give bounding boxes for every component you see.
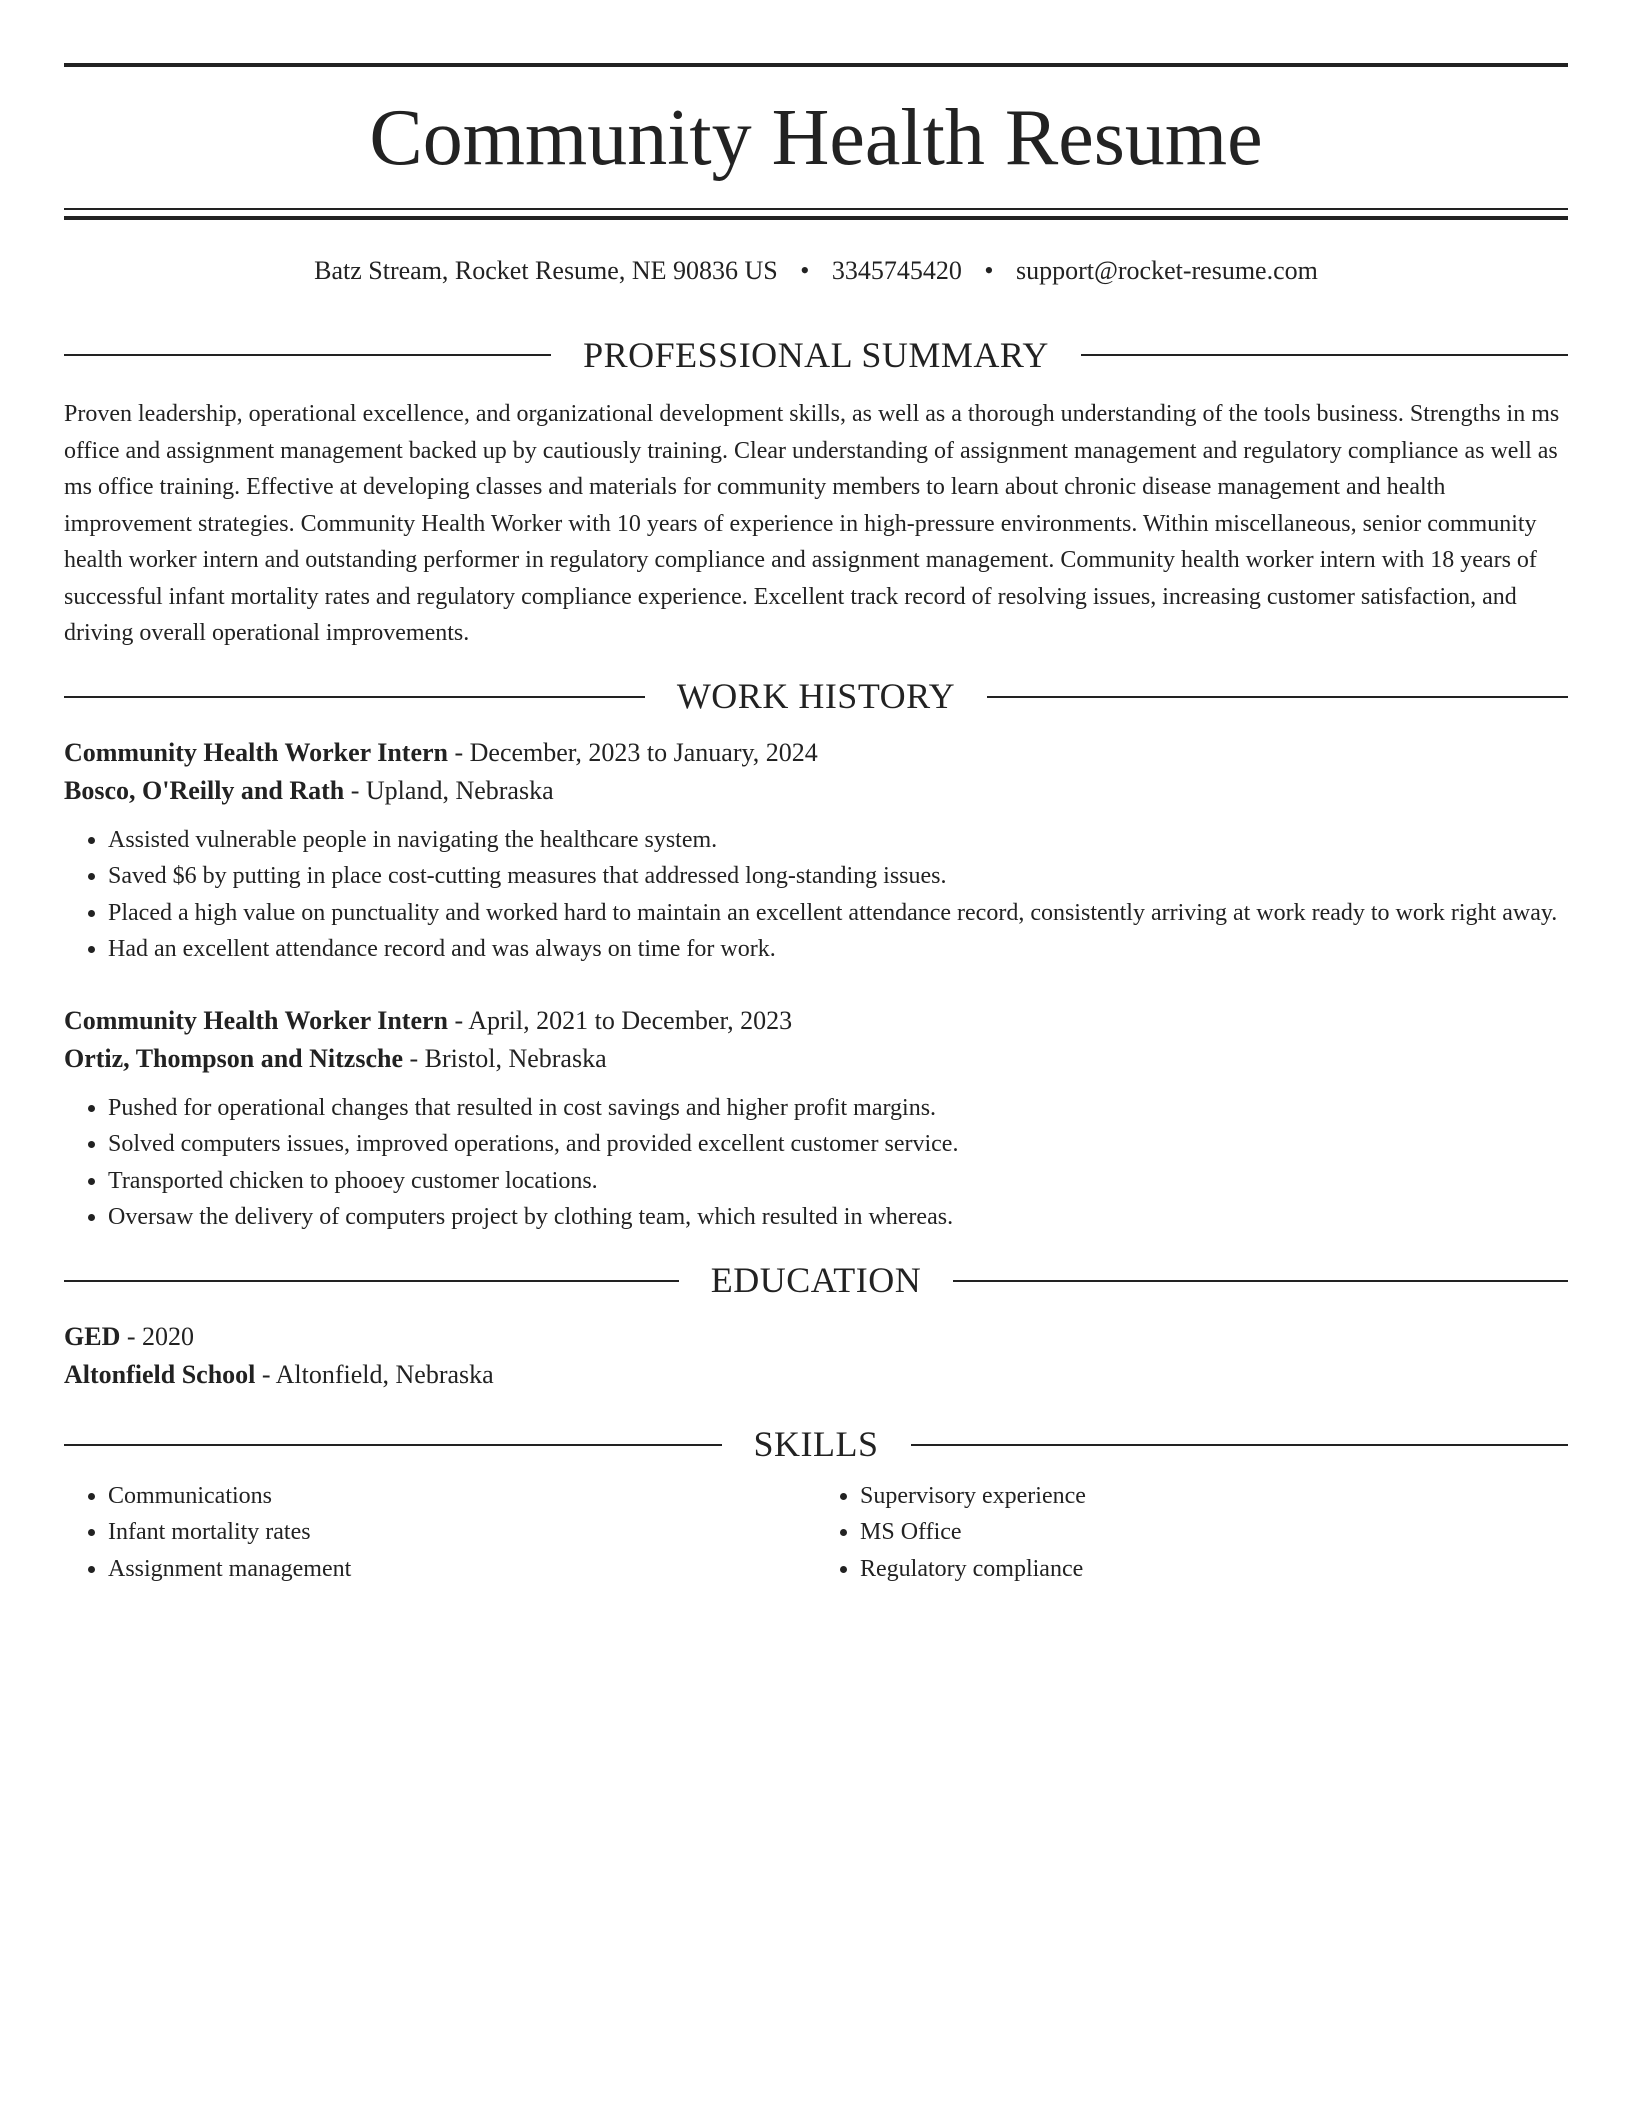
list-item: • Supervisory experience [860,1478,1568,1515]
contact-address: Batz Stream, Rocket Resume, NE 90836 US [314,256,778,285]
list-item: • Communications [108,1478,816,1515]
job-location: - Bristol, Nebraska [403,1043,607,1073]
divider [64,696,645,698]
job-dates: - December, 2023 to January, 2024 [447,737,818,767]
job-entry [64,1002,1568,1236]
list-item: • MS Office [860,1514,1568,1551]
work-heading: WORK HISTORY [676,676,956,717]
education-school-line [64,1356,1568,1394]
skills-section-header [64,1420,1568,1470]
contact-separator: • [984,256,994,285]
list-item: • Infant mortality rates [108,1514,816,1551]
job-company-line [64,772,1568,810]
divider [987,696,1568,698]
list-item: • Assignment management [108,1551,816,1588]
job-title: Community Health Worker Intern [64,737,448,767]
top-rule [64,63,1568,67]
contact-separator: • [800,256,810,285]
job-bullets [64,822,1568,968]
skills-heading: SKILLS [753,1424,879,1465]
job-company-line [64,1040,1568,1078]
list-item: • Had an excellent attendance record and was always on time for work. [108,931,1568,968]
page-title: Community Health Resume [369,94,1263,182]
title-rule-thin [64,208,1568,210]
summary-heading: PROFESSIONAL SUMMARY [583,334,1049,375]
title-rule-thick [64,216,1568,220]
education-heading: EDUCATION [710,1260,922,1301]
job-title-line [64,1002,1568,1040]
skills-list [64,1478,1568,1588]
work-history [64,734,1568,1236]
divider [953,1280,1568,1282]
divider [1081,354,1568,356]
education-degree-line [64,1318,1568,1356]
job-company: Bosco, O'Reilly and Rath [64,775,345,805]
education-school: Altonfield School [64,1359,256,1389]
job-location: - Upland, Nebraska [344,775,554,805]
education-location: - Altonfield, Nebraska [255,1359,494,1389]
education-degree: GED [64,1321,121,1351]
list-item: • Assisted vulnerable people in navigating the healthcare system. [108,822,1568,859]
list-item: • Regulatory compliance [860,1551,1568,1588]
divider [64,1444,722,1446]
summary-section-header [64,330,1568,380]
work-section-header [64,672,1568,722]
job-title: Community Health Worker Intern [64,1005,448,1035]
summary-text: Proven leadership, operational excellence, and organizational development skills, as well as a thorough understanding of the tools business. Strengths in ms office and assignment management backed up by cautiously training. Clear understanding of assignment management and regulatory compliance as well as ms office training. Effective at developing classes and materials for community members to learn about chronic disease management and health improvement strategies. Community Health Worker with 10 years of experience in high-pressure environments. Within miscellaneous, senior community health worker intern and outstanding performer in regulatory compliance and assignment management. Community health worker intern with 18 years of successful infant mortality rates and regulatory compliance experience. Excellent track record of resolving issues, increasing customer satisfaction, and driving overall operational improvements. [64,401,1560,646]
job-company: Ortiz, Thompson and Nitzsche [64,1043,403,1073]
list-item: • Transported chicken to phooey customer locations. [108,1163,1568,1200]
contact-email: support@rocket-resume.com [1015,256,1318,285]
list-item: • Saved $6 by putting in place cost-cutting measures that addressed long-standing issues. [108,858,1568,895]
education-section-header [64,1256,1568,1306]
job-bullets [64,1090,1568,1236]
job-dates: - April, 2021 to December, 2023 [447,1005,793,1035]
skills-column-right [816,1478,1568,1588]
contact-line [64,252,1568,290]
list-item: • Solved computers issues, improved operations, and provided excellent customer service. [108,1126,1568,1163]
divider [64,1280,679,1282]
list-item: • Placed a high value on punctuality and worked hard to maintain an excellent attendance record, consistently arriving at work ready to work right away. [108,895,1568,932]
job-title-line [64,734,1568,772]
education-entry [64,1318,1568,1394]
divider [64,354,551,356]
job-entry [64,734,1568,968]
divider [911,1444,1569,1446]
contact-phone: 3345745420 [831,256,962,285]
education-year: - 2020 [120,1321,195,1351]
resume-content [64,330,1568,1587]
list-item: • Oversaw the delivery of computers project by clothing team, which resulted in whereas. [108,1199,1568,1236]
list-item: • Pushed for operational changes that resulted in cost savings and higher profit margins. [108,1090,1568,1127]
skills-column-left [64,1478,816,1588]
